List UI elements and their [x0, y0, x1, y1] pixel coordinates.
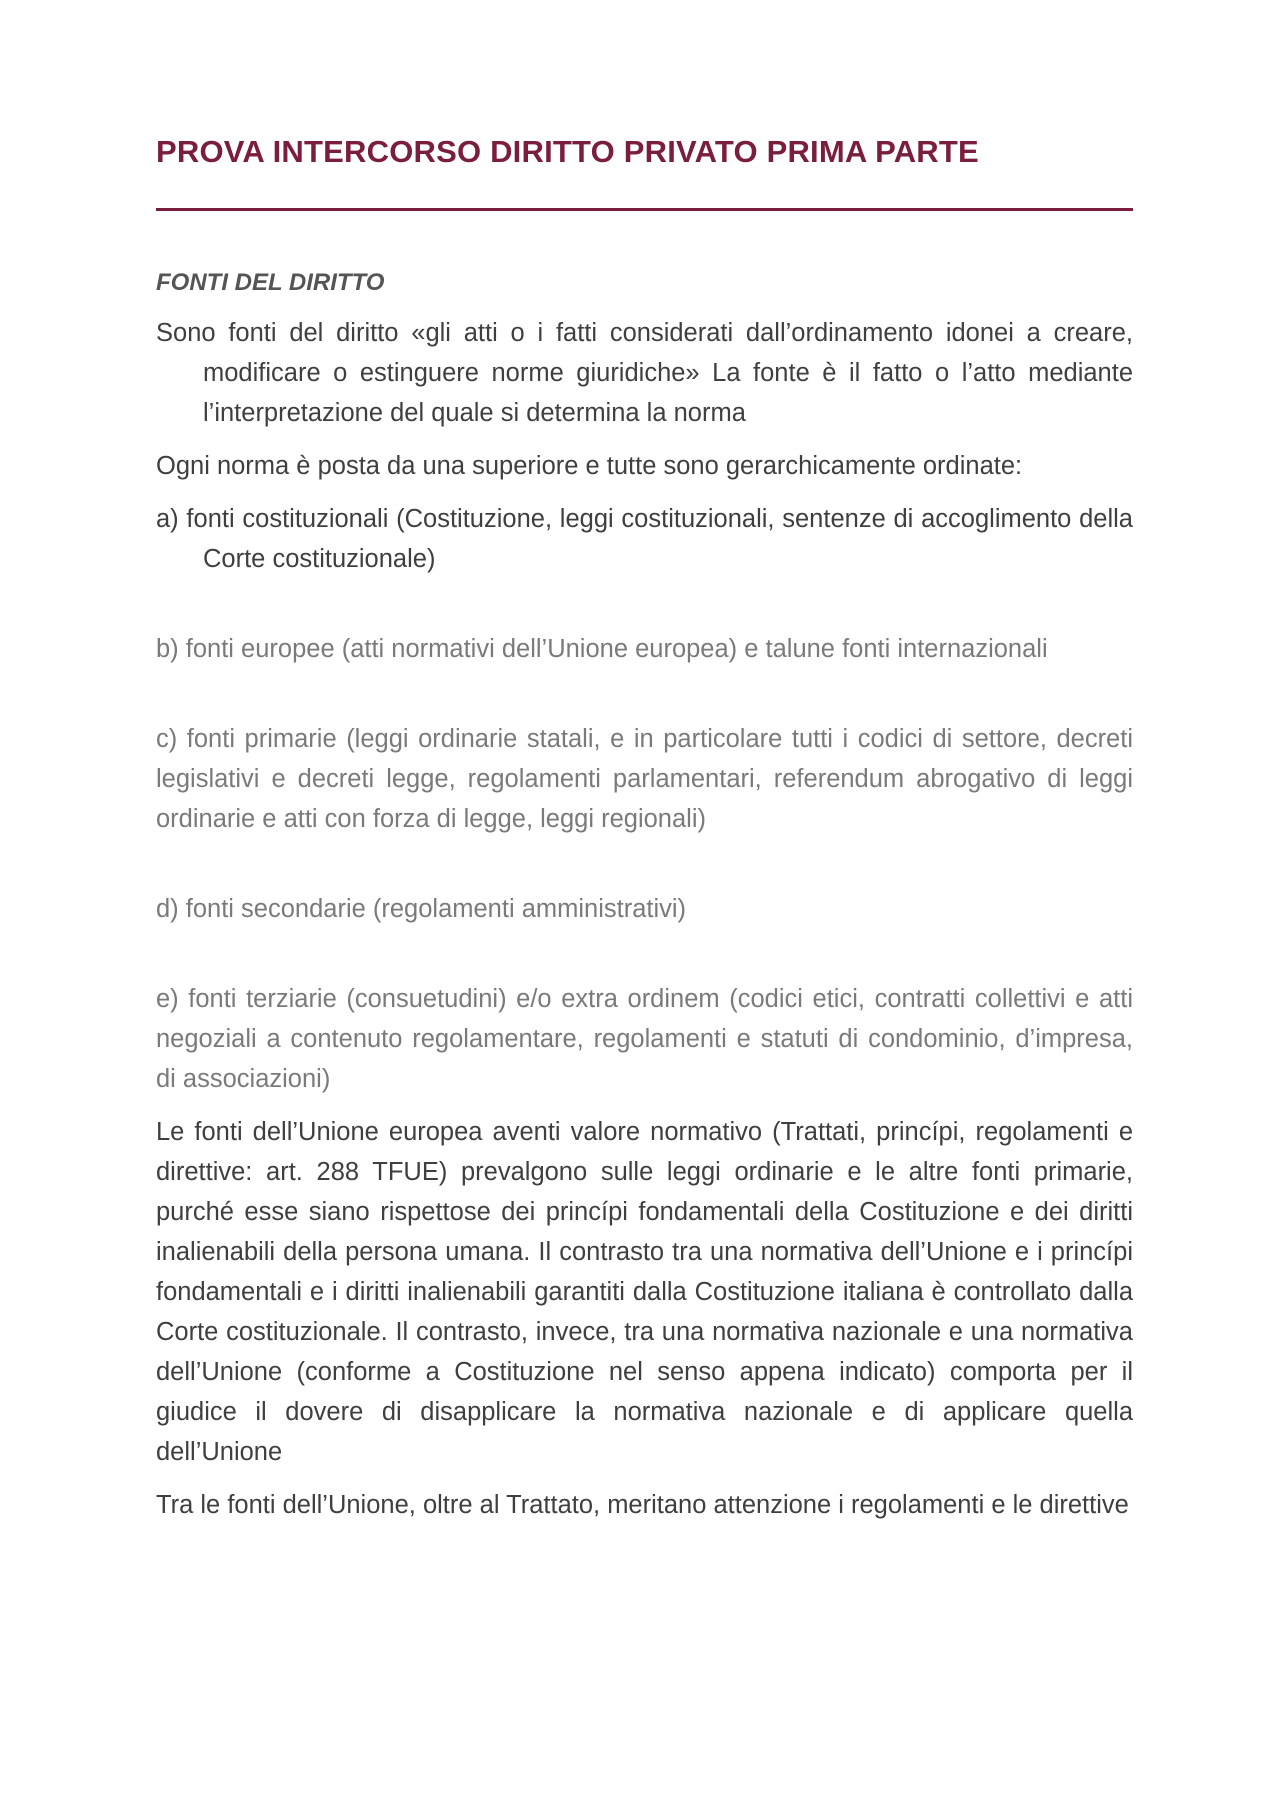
- list-item-a: a) fonti costituzionali (Costituzione, leggi costituzionali, sentenze di accoglimento della Corte costituzionale): [156, 505, 1133, 573]
- section-heading: FONTI DEL DIRITTO: [156, 269, 385, 296]
- list-item-d: d) fonti secondarie (regolamenti amministrativi): [156, 895, 687, 923]
- paragraph-definition: Sono fonti del diritto «gli atti o i fatti considerati dall’ordinamento idonei a creare, modificare o estinguere norme giuridiche» La fonte è il fatto o l’atto mediante l’interpretazione del quale si determina la norma: [156, 319, 1133, 427]
- list-item-e: e) fonti terziarie (consuetudini) e/o extra ordinem (codici etici, contratti collettivi e atti negoziali a contenuto regolamentare, regolamenti e statuti di condominio, d’impresa, di associazioni): [156, 985, 1133, 1093]
- document-body: [156, 128, 1133, 1525]
- list-item-c: c) fonti primarie (leggi ordinarie statali, e in particolare tutti i codici di settore, decreti legislativi e decreti legge, regolamenti parlamentari, referendum abrogativo di leggi ordinarie e atti con forza di legge, leggi regionali): [156, 725, 1133, 833]
- paragraph-hierarchy: Ogni norma è posta da una superiore e tutte sono gerarchicamente ordinate:: [156, 452, 1023, 480]
- paragraph-eu-sources: Le fonti dell’Unione europea aventi valore normativo (Trattati, princípi, regolamenti e direttive: art. 288 TFUE) prevalgono sulle leggi ordinarie e le altre fonti primarie, purché esse siano rispettose dei princípi fondamentali della Costituzione e dei diritti inalienabili della persona umana. Il contrasto tra una normativa dell’Unione e i princípi fondamentali e i diritti inalienabili garantiti dalla Costituzione italiana è controllato dalla Corte costituzionale. Il contrasto, invece, tra una normativa nazionale e una normativa dell’Unione (conforme a Costituzione nel senso appena indicato) comporta per il giudice il dovere di disapplicare la normativa nazionale e di applicare quella dell’Unione: [156, 1118, 1133, 1466]
- paragraph-eu-regulations: Tra le fonti dell’Unione, oltre al Trattato, meritano attenzione i regolamenti e le direttive: [156, 1491, 1129, 1519]
- document-title: PROVA INTERCORSO DIRITTO PRIVATO PRIMA PARTE: [156, 134, 979, 169]
- list-item-b: b) fonti europee (atti normativi dell’Unione europea) e talune fonti internazionali: [156, 635, 1048, 663]
- title-divider: [156, 208, 1133, 211]
